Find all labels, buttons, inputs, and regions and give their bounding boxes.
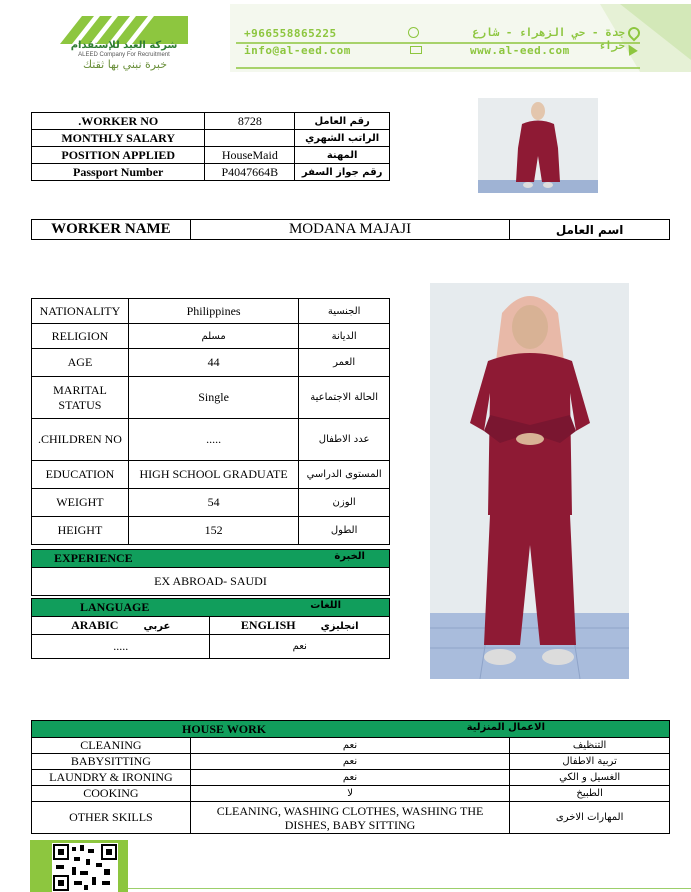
table-row bbox=[32, 770, 670, 786]
table-row bbox=[32, 550, 390, 568]
salary-label-ar: الراتب الشهري bbox=[295, 130, 390, 147]
height-value: 152 bbox=[128, 517, 298, 545]
company-name-ar: شركة العيد للإستقدام bbox=[70, 40, 178, 51]
table-row bbox=[32, 617, 390, 635]
house-work-header-ar: الاعمال المنزلية bbox=[466, 721, 545, 733]
worker-name-table bbox=[31, 219, 670, 240]
marital-status-value: Single bbox=[128, 377, 298, 419]
table-row bbox=[32, 635, 390, 659]
table-row bbox=[32, 517, 390, 545]
position-label: POSITION APPLIED bbox=[32, 147, 205, 164]
weight-label: WEIGHT bbox=[32, 489, 129, 517]
table-row bbox=[32, 599, 390, 617]
marital-status-label-ar: الحالة الاجتماعية bbox=[299, 377, 390, 419]
passport-value: P4047664B bbox=[205, 164, 295, 181]
children-label-ar: عدد الاطفال bbox=[299, 419, 390, 461]
experience-value: EX ABROAD- SAUDI bbox=[32, 568, 390, 596]
full-body-photo bbox=[430, 283, 629, 679]
table-row bbox=[32, 377, 390, 419]
cleaning-label: CLEANING bbox=[32, 738, 191, 754]
salary-label: MONTHLY SALARY bbox=[32, 130, 205, 147]
company-name-en: ALEED Company For Recruitment bbox=[78, 52, 170, 58]
language-header bbox=[32, 599, 390, 617]
table-row bbox=[32, 738, 670, 754]
experience-header bbox=[32, 550, 390, 568]
table-row bbox=[32, 568, 390, 596]
nationality-value: Philippines bbox=[128, 299, 298, 324]
person-photo-icon bbox=[478, 98, 598, 193]
table-row bbox=[32, 754, 670, 770]
table-row bbox=[32, 419, 390, 461]
children-label: .CHILDREN NO bbox=[32, 419, 129, 461]
experience-header-ar: الخبرة bbox=[334, 551, 365, 562]
table-row bbox=[32, 489, 390, 517]
english-value: نعم bbox=[210, 635, 390, 659]
table-row bbox=[32, 802, 670, 834]
worker-name-value: MODANA MAJAJI bbox=[190, 220, 509, 240]
babysitting-value: نعم bbox=[190, 754, 509, 770]
religion-value: مسلم bbox=[128, 324, 298, 349]
worker-no-label: .WORKER NO bbox=[32, 113, 205, 130]
table-row bbox=[32, 721, 670, 738]
house-work-header-en: HOUSE WORK bbox=[182, 721, 267, 736]
nationality-label-ar: الجنسية bbox=[299, 299, 390, 324]
education-label-ar: المستوى الدراسي bbox=[299, 461, 390, 489]
worker-no-value: 8728 bbox=[205, 113, 295, 130]
small-photo bbox=[478, 98, 598, 193]
education-label: EDUCATION bbox=[32, 461, 129, 489]
worker-info-table bbox=[31, 112, 390, 181]
personal-info-table bbox=[31, 298, 390, 545]
table-row bbox=[32, 220, 670, 240]
passport-label: Passport Number bbox=[32, 164, 205, 181]
house-work-table bbox=[31, 720, 670, 834]
house-work-header bbox=[32, 721, 670, 738]
company-slogan: خبرة نبني بها ثقتك bbox=[82, 58, 167, 71]
english-cell bbox=[210, 617, 390, 635]
marital-status-label: MARITAL STATUS bbox=[32, 377, 129, 419]
position-label-ar: المهنة bbox=[295, 147, 390, 164]
experience-table bbox=[31, 549, 390, 596]
table-row bbox=[32, 786, 670, 802]
religion-label-ar: الديانة bbox=[299, 324, 390, 349]
laundry-label: LAUNDRY & IRONING bbox=[32, 770, 191, 786]
laundry-label-ar: الغسيل و الكي bbox=[510, 770, 670, 786]
arabic-label-ar: عربي bbox=[143, 621, 171, 632]
position-value: HouseMaid bbox=[205, 147, 295, 164]
website-text: www.al-eed.com bbox=[470, 44, 570, 57]
table-row bbox=[32, 324, 390, 349]
envelope-icon bbox=[410, 46, 422, 54]
religion-label: RELIGION bbox=[32, 324, 129, 349]
weight-label-ar: الوزن bbox=[299, 489, 390, 517]
children-value: ..... bbox=[128, 419, 298, 461]
cooking-label-ar: الطبيخ bbox=[510, 786, 670, 802]
footer-line bbox=[128, 888, 691, 889]
language-table bbox=[31, 598, 390, 659]
babysitting-label: BABYSITTING bbox=[32, 754, 191, 770]
table-row bbox=[32, 147, 390, 164]
arabic-value: ..... bbox=[32, 635, 210, 659]
other-skills-label: OTHER SKILLS bbox=[32, 802, 191, 834]
worker-name-label-ar: اسم العامل bbox=[510, 220, 670, 240]
age-label-ar: العمر bbox=[299, 349, 390, 377]
table-row bbox=[32, 299, 390, 324]
worker-name-label: WORKER NAME bbox=[32, 220, 191, 240]
table-row bbox=[32, 130, 390, 147]
salary-value bbox=[205, 130, 295, 147]
education-value: HIGH SCHOOL GRADUATE bbox=[128, 461, 298, 489]
age-label: AGE bbox=[32, 349, 129, 377]
other-skills-label-ar: المهارات الاخرى bbox=[510, 802, 670, 834]
other-skills-value: CLEANING, WASHING CLOTHES, WASHING THE DISHES, BABY SITTING bbox=[190, 802, 509, 834]
language-header-ar: اللغات bbox=[310, 600, 341, 611]
phone-text: +966558865225 bbox=[244, 27, 337, 40]
cleaning-value: نعم bbox=[190, 738, 509, 754]
cleaning-label-ar: التنظيف bbox=[510, 738, 670, 754]
age-value: 44 bbox=[128, 349, 298, 377]
qr-code-icon bbox=[52, 843, 118, 892]
english-label-ar: انجليزي bbox=[320, 621, 359, 632]
language-header-en: LANGUAGE bbox=[80, 600, 150, 614]
babysitting-label-ar: تربية الاطفال bbox=[510, 754, 670, 770]
experience-header-en: EXPERIENCE bbox=[54, 551, 133, 565]
worker-no-label-ar: رقم العامل bbox=[295, 113, 390, 130]
height-label-ar: الطول bbox=[299, 517, 390, 545]
table-row bbox=[32, 349, 390, 377]
table-row bbox=[32, 461, 390, 489]
height-label: HEIGHT bbox=[32, 517, 129, 545]
cooking-value: لا bbox=[190, 786, 509, 802]
arabic-cell bbox=[32, 617, 210, 635]
email-text: info@al-eed.com bbox=[244, 44, 351, 57]
person-photo-icon bbox=[430, 283, 629, 679]
arabic-label: ARABIC bbox=[71, 618, 119, 632]
cooking-label: COOKING bbox=[32, 786, 191, 802]
address-text: جدة - حي الزهراء - شارع حراء bbox=[472, 26, 625, 52]
nationality-label: NATIONALITY bbox=[32, 299, 129, 324]
whatsapp-icon bbox=[408, 27, 419, 38]
table-row bbox=[32, 164, 390, 181]
table-row bbox=[32, 113, 390, 130]
laundry-value: نعم bbox=[190, 770, 509, 786]
english-label: ENGLISH bbox=[240, 618, 296, 632]
weight-value: 54 bbox=[128, 489, 298, 517]
passport-label-ar: رقم جواز السفر bbox=[295, 164, 390, 181]
